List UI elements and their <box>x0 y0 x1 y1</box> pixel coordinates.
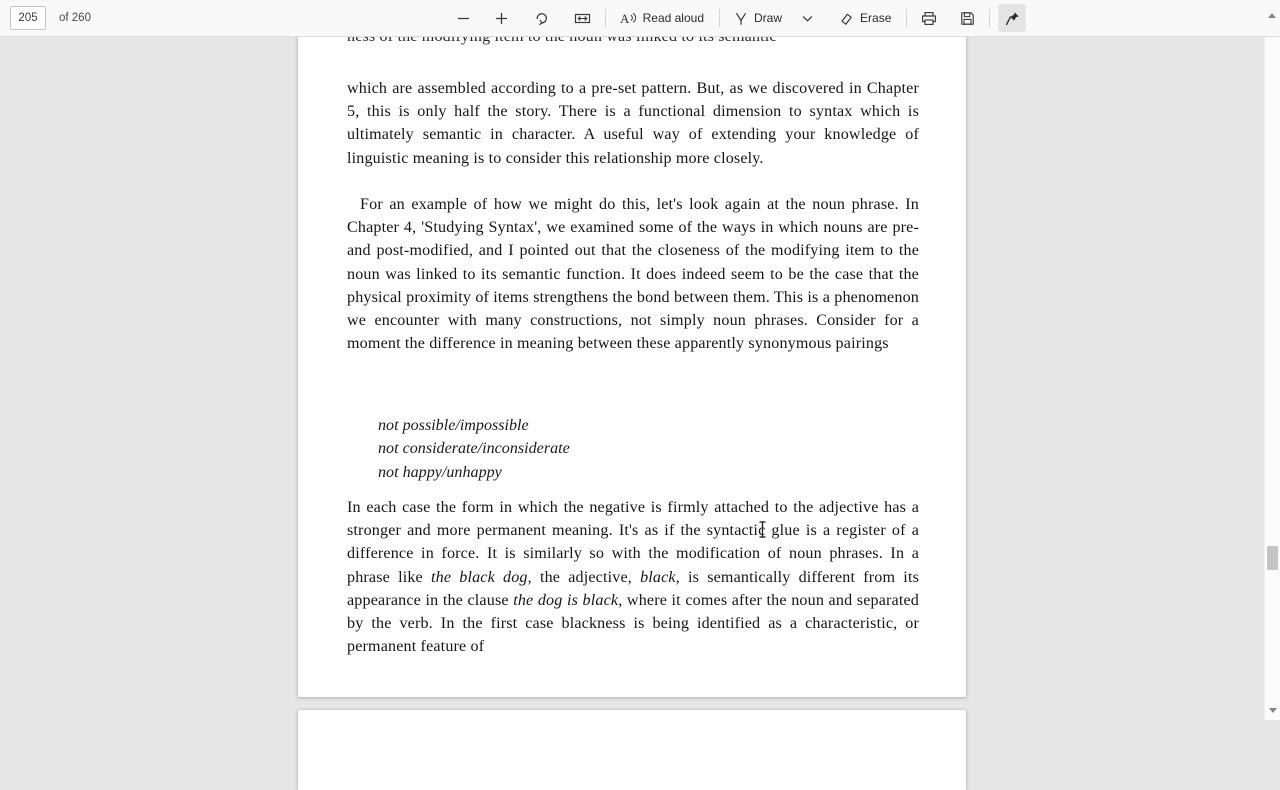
save-button[interactable] <box>953 4 981 32</box>
paragraph-three-text-c: , is semantically different from its appearance in the clause <box>347 568 919 609</box>
print-button[interactable] <box>915 4 943 32</box>
draw-label: Draw <box>754 11 783 25</box>
scroll-up-arrow-top-icon[interactable] <box>1265 8 1279 22</box>
chevron-down-icon <box>800 11 815 26</box>
pdf-viewer-area[interactable] <box>0 37 1280 720</box>
toolbar-separator-1 <box>605 9 606 27</box>
paragraph-three-text-b: , the adjective, <box>527 568 641 586</box>
svg-text:A: A <box>619 10 629 26</box>
fit-to-width-icon <box>573 10 592 27</box>
toolbar-left-group <box>0 6 91 30</box>
example-item: not happy/unhappy <box>378 463 502 481</box>
zoom-in-button[interactable] <box>488 4 516 32</box>
page-number-input[interactable] <box>10 6 46 30</box>
italic-phrase-black-dog: the black dog <box>430 568 528 586</box>
toolbar-separator-2 <box>719 9 720 27</box>
read-aloud-icon <box>619 10 638 27</box>
pin-icon <box>1004 10 1021 27</box>
rotate-button[interactable] <box>528 4 556 32</box>
erase-button[interactable] <box>833 4 898 32</box>
save-icon <box>959 10 976 27</box>
pdf-toolbar <box>0 0 1280 37</box>
plus-icon <box>493 10 510 27</box>
eraser-icon <box>838 10 855 27</box>
paragraph-three <box>347 496 919 658</box>
printer-icon <box>920 10 938 27</box>
pen-icon <box>733 10 749 27</box>
scrollbar-thumb[interactable] <box>1267 546 1278 570</box>
pin-toolbar-button[interactable] <box>998 4 1026 32</box>
paragraph-one <box>347 77 919 170</box>
italic-clause-dog-is-black: the dog is black <box>513 591 619 609</box>
draw-button[interactable] <box>728 4 789 32</box>
draw-options-dropdown[interactable] <box>793 4 821 32</box>
toolbar-separator-4 <box>989 9 990 27</box>
minus-icon <box>455 10 472 27</box>
erase-label: Erase <box>860 11 892 25</box>
toolbar-separator-3 <box>906 9 907 27</box>
italic-word-black: black <box>640 568 676 586</box>
pdf-page[interactable] <box>298 33 966 697</box>
page-total-label: of 260 <box>59 12 91 24</box>
toolbar-center-group <box>450 4 1027 32</box>
zoom-out-button[interactable] <box>450 4 478 32</box>
paragraph-one-text: which are assembled according to a pre-set pattern. But, as we discovered in Chapter 5, this is only half the story. There is a functional dimension to syntax which is ultimately semantic in character. A useful way of extending your knowledge of linguistic meaning is to consider this relationship more closely. <box>347 80 919 167</box>
read-aloud-button[interactable] <box>614 4 711 32</box>
paragraph-two-text: For an example of how we might do this, let's look again at the noun phrase. In Chapter 4, 'Studying Syntax', we examined some of the ways in which nouns are pre- and post-modified, and I pointed out that the closeness of the modifying item to the noun was linked to its semantic function. It does indeed seem to be the case that the physical proximity of items strengthens the bond between them. This is a phenomenon we encounter with many constructions, not simply noun phrases. Consider for a moment the difference in meaning between these apparently synonymous pairings <box>347 196 919 353</box>
read-aloud-label: Read aloud <box>642 11 704 25</box>
example-list <box>378 414 570 484</box>
paragraph-three-text-d: , where it comes after the noun and separated by the verb. In the first case blackness is being identified as a characteristic, or permanent feature of <box>347 591 919 656</box>
paragraph-two <box>347 193 919 355</box>
scroll-down-arrow-icon[interactable] <box>1265 702 1280 718</box>
example-item: not possible/impossible <box>378 417 529 434</box>
paragraph-three-text-a: In each case the form in which the negative is firmly attached to the adjective has a stronger and more permanent meaning. It's as if the syntactic glue is a register of a difference in force. It is similarly so with the modification of noun phrases. In a phrase like <box>347 499 919 586</box>
pdf-page-next[interactable] <box>298 710 966 790</box>
rotate-icon <box>533 9 551 27</box>
example-item: not considerate/inconsiderate <box>378 440 570 458</box>
vertical-scrollbar[interactable] <box>1264 37 1280 720</box>
fit-to-page-button[interactable] <box>568 4 597 32</box>
